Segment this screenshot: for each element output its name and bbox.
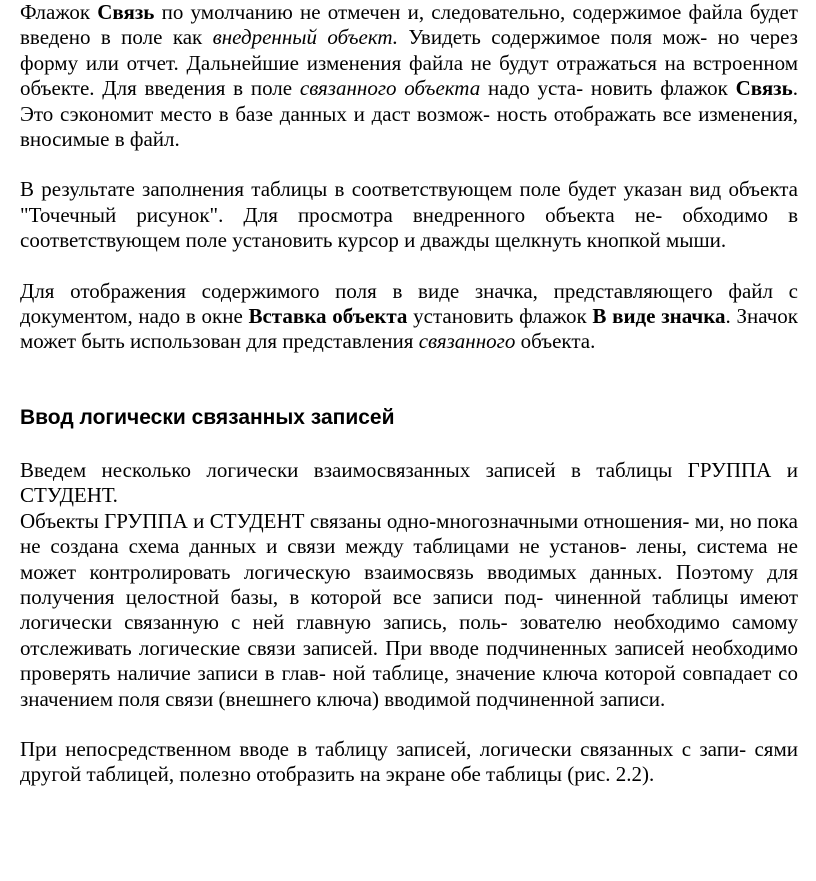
paragraph-relations	[20, 509, 798, 712]
text-run: Увидеть содержимое поля мож- но через форму или отчет. Дальнейшие изменения файла не будут отражаться на встроенном объекте. Для введения в поле	[20, 25, 798, 101]
text-run: установить флажок	[407, 304, 593, 329]
text-run: Для отображения содержимого поля в виде значка, представляющего файл с документом, надо в окне	[20, 278, 798, 329]
bold-term-as-icon: В виде значка	[592, 304, 726, 329]
text-run: В результате заполнения таблицы в соответствующем поле будет указан вид объекта "Точечный рисунок". Для просмотра внедренного объекта не- обходимо в соответствующем поле установить курсор и дважды щелкнуть кнопкой мыши.	[20, 177, 798, 253]
text-run: . Значок может быть использован для представления	[20, 304, 799, 354]
text-run: При непосредственном вводе в таблицу записей, логически связанных с запи- сями другой таблицей, полезно отобразить на экране обе таблицы (рис. 2.2).	[20, 736, 798, 787]
text-run: надо уста- новить флажок	[480, 76, 736, 101]
section-heading-block	[20, 405, 798, 430]
text-run: Введем несколько логически взаимосвязанных записей в таблицы ГРУППА и СТУДЕНТ.	[20, 457, 798, 508]
text-run: Флажок	[20, 0, 98, 24]
paragraph-link-checkbox	[20, 0, 798, 152]
text-run: объекта.	[515, 329, 596, 354]
text-run: по умолчанию не отмечен и, следовательно, содержимое файла будет введено в поле как	[20, 0, 798, 50]
paragraph-intro	[20, 458, 798, 509]
italic-term-linked-object: связанного объекта	[299, 76, 481, 101]
text-run: Объекты ГРУППА и СТУДЕНТ связаны одно-многозначными отношения- ми, но пока не создана схема данных и связи между таблицами не установ- лены, система не может контролировать логическую взаимосвязь вводимых данных. Поэтому для получения целостной базы, в которой все записи под- чиненной таблицы имеют логически связанную с ней главную запись, поль- зователю необходимо самому отслеживать логические связи записей. При вводе подчиненных записей необходимо проверять наличие записи в глав- ной таблице, значение ключа которой совпадает со значением поля связи (внешнего ключа) вводимой подчиненной записи.	[20, 508, 798, 711]
text-run: . Это сэкономит место в базе данных и даст возмож- ность отображать все изменения, вносимые в файл.	[20, 76, 798, 152]
section-heading: Ввод логически связанных записей	[20, 405, 395, 429]
bold-term-insert-object: Вставка объекта	[248, 304, 408, 329]
paragraph-object-type	[20, 177, 798, 253]
paragraph-icon-display	[20, 279, 798, 355]
italic-term-linked: связанного	[418, 329, 516, 354]
italic-term-embedded-object: внедренный объект.	[212, 25, 399, 50]
bold-term-link: Связь	[97, 0, 155, 24]
bold-term-link: Связь	[735, 76, 793, 101]
document-page	[20, 0, 798, 788]
paragraph-direct-input	[20, 737, 798, 788]
